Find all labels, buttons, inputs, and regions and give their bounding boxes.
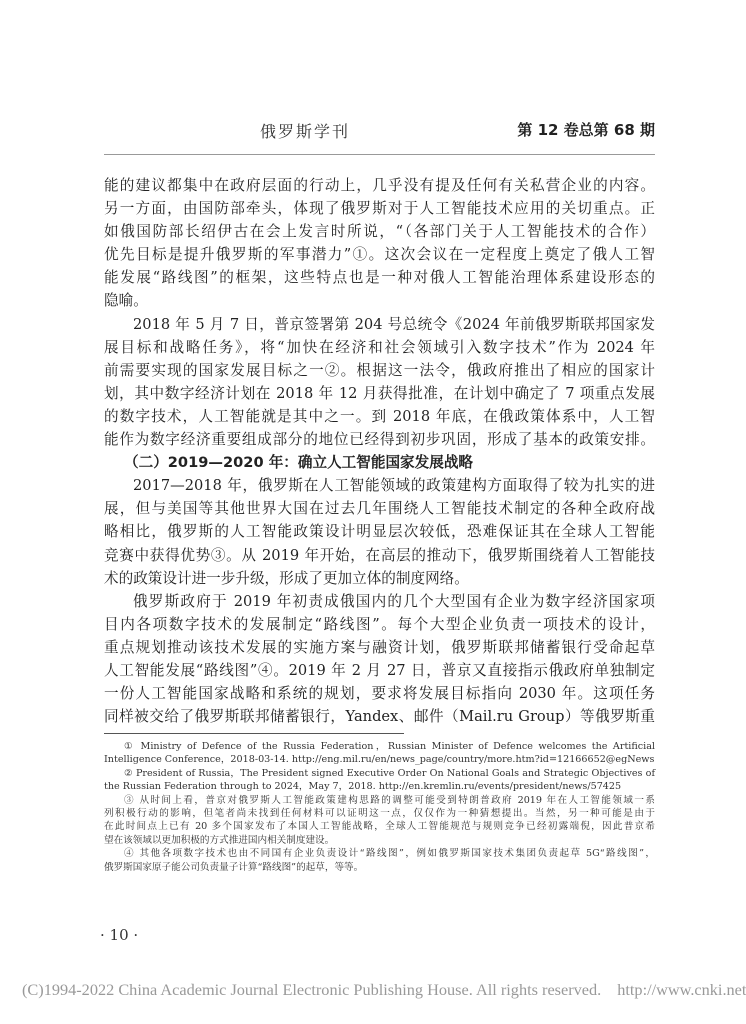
page-number: · 10 · (100, 926, 139, 944)
footnote-line: ③ 从时间上看，普京对俄罗斯人工智能政策建构思路的调整可能受到特朗普政府 2019 年在人工智能领域一系 (124, 794, 655, 806)
text-line: 重点规划推动该技术发展的实施方案与融资计划，俄罗斯联邦储蓄银行受命起草 (104, 638, 655, 656)
text-line: 的数字技术，人工智能就是其中之一。到 2018 年底，在俄政策体系中，人工智 (104, 407, 655, 425)
text-line: 能发展“路线图”的框架，这些特点也是一种对俄人工智能治理体系建设形态的 (104, 269, 655, 287)
footnote-line: ② President of Russia，The President signed Executive Order On National Goals and Strategic Objectives of (124, 767, 655, 779)
issue-label: 第 12 卷总第 68 期 (517, 121, 655, 139)
text-line: 前需要实现的国家发展目标之一②。根据这一法令，俄政府推出了相应的国家计 (104, 361, 655, 379)
footnote-line: Intelligence Conference，2018-03-14. http://eng.mil.ru/en/news_page/country/more.htm?id=12166652@egNews (104, 754, 655, 766)
text-line: 展，但与美国等其他世界大国在过去几年围绕人工智能技术制定的各种全政府战 (104, 500, 655, 518)
journal-title: 俄罗斯学刊 (259, 122, 350, 141)
footnote-line: 在此时间点上已有 20 多个国家发布了本国人工智能战略，全球人工智能规范与规则竞争已经初露端倪，因此普京希 (104, 821, 655, 833)
footnotes (104, 740, 655, 874)
header-divider (104, 154, 655, 155)
text-line: 优先目标是提升俄罗斯的军事潜力”①。这次会议在一定程度上奠定了俄人工智 (104, 246, 655, 264)
text-line: 同样被交给了俄罗斯联邦储蓄银行，Yandex、邮件（Mail.ru Group）等俄罗斯重 (104, 708, 655, 726)
text-line: 能的建议都集中在政府层面的行动上，几乎没有提及任何有关私营企业的内容。 (104, 177, 655, 194)
text-line: 略相比，俄罗斯的人工智能政策设计明显层次较低，恐难保证其在全球人工智能 (104, 523, 655, 541)
footnote-line: 望在该领域以更加积极的方式推进国内相关制度建设。 (104, 834, 335, 846)
footnote-line: ④ 其他各项数字技术也由不同国有企业负责设计“路线图”，例如俄罗斯国家技术集团负责起草 5G“路线图”， (124, 848, 655, 860)
footnote-line: the Russian Federation through to 2024，May 7，2018. http://en.kremlin.ru/events/president/news/57425 (104, 781, 622, 793)
article-body (104, 174, 655, 728)
text-line: 2017—2018 年，俄罗斯在人工智能领域的政策建构方面取得了较为扎实的进 (133, 477, 655, 495)
text-line: 俄罗斯政府于 2019 年初责成俄国内的几个大型国有企业为数字经济国家项 (133, 592, 655, 610)
footnote-line: 列积极行动的影响，但笔者尚未找到任何材料可以证明这一点，仅仅作为一种猜想提出。当然，另一种可能是由于 (104, 807, 655, 819)
section-heading: （二）2019—2020 年：确立人工智能国家发展战略 (124, 454, 474, 472)
text-line: 隐喻。 (104, 292, 148, 310)
text-line: 一份人工智能国家战略和系统的规划，要求将发展目标指向 2030 年。这项任务 (104, 685, 655, 703)
site-link[interactable]: http://www.cnki.net (617, 980, 746, 999)
text-line: 人工智能发展“路线图”④。2019 年 2 月 27 日，普京又直接指示俄政府单独制定 (104, 661, 655, 679)
text-line: 能作为数字经济重要组成部分的地位已经得到初步巩固，形成了基本的政策安排。 (104, 431, 655, 449)
text-line: 展目标和战略任务》，将“加快在经济和社会领域引入数字技术”作为 2024 年 (104, 338, 655, 356)
text-line: 另一方面，由国防部牵头，体现了俄罗斯对于人工智能技术应用的关切重点。正 (104, 200, 655, 218)
text-line: 2018 年 5 月 7 日，普京签署第 204 号总统令《2024 年前俄罗斯联邦国家发 (133, 315, 655, 333)
footnote-line: ① Ministry of Defence of the Russia Federation，Russian Minister of Defence welcomes the Artificial (124, 741, 655, 752)
text-line: 如俄国防部长绍伊古在会上发言时所说，“（各部门关于人工智能技术的合作） (104, 223, 655, 241)
copyright-text: (C)1994-2022 China Academic Journal Electronic Publishing House. All rights reserved. (22, 980, 602, 999)
text-line: 划，其中数字经济计划在 2018 年 12 月获得批准，在计划中确定了 7 项重点发展 (104, 384, 655, 402)
text-line: 竞赛中获得优势③。从 2019 年开始，在高层的推动下，俄罗斯围绕着人工智能技 (104, 546, 655, 564)
text-line: 目内各项数字技术的发展制定“路线图”。每个大型企业负责一项技术的设计， (104, 615, 655, 633)
footnote-line: 俄罗斯国家原子能公司负责量子计算“路线图”的起草，等等。 (104, 861, 364, 873)
footnote-divider (104, 733, 404, 734)
copyright-footer (22, 980, 746, 1000)
text-line: 术的政策设计进一步升级，形成了更加立体的制度网络。 (104, 569, 469, 587)
